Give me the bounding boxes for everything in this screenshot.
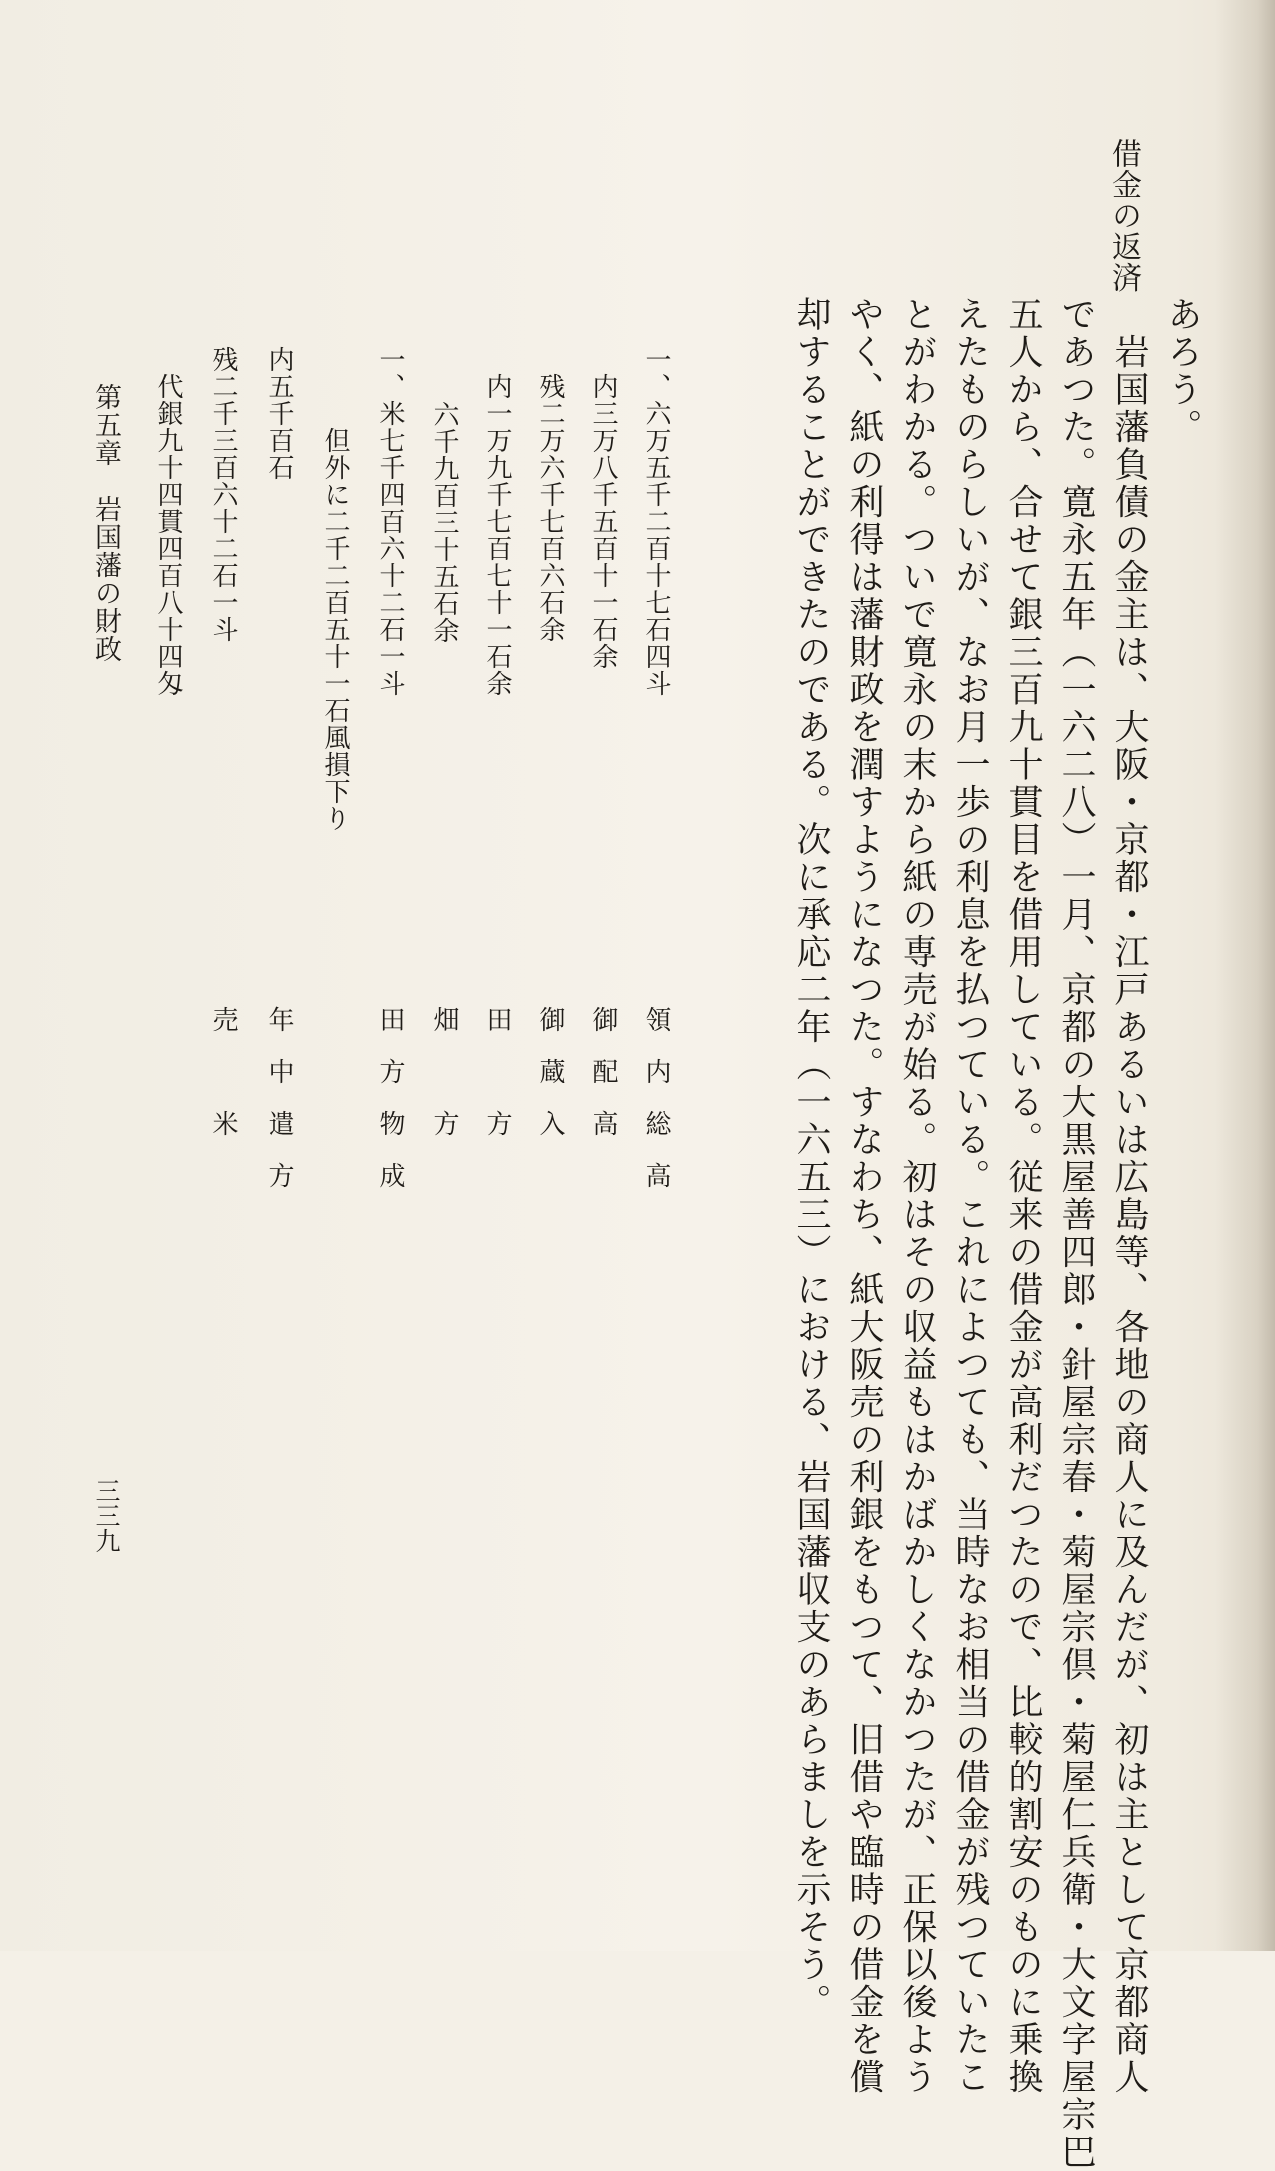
body-line: 岩国藩負債の金主は、大阪・京都・江戸あるいは広島等、各地の商人に及んだが、初は主として京都商人 <box>1109 296 1149 2096</box>
table-row-label: 御 蔵 入 <box>535 1006 565 1136</box>
table-row-value: 内三万八千五百十一石余 <box>588 373 618 670</box>
body-line: 五人から、合せて銀三百九十貫目を借用している。従来の借金が高利だつたので、比較的割安のものに乗換 <box>1003 296 1043 2096</box>
table-row-value: 六千九百三十五石余 <box>429 401 459 644</box>
table-row-value: 代銀九十四貫四百八十四匁 <box>153 373 183 697</box>
body-line: やく、紙の利得は藩財政を潤すようになつた。すなわち、紙大阪売の利銀をもつて、旧借や臨時の借金を償 <box>844 296 884 2096</box>
table-row-value: 残二万六千七百六石余 <box>535 373 565 643</box>
table-row-label: 田 方 物 成 <box>375 1006 405 1188</box>
chapter-footer: 第五章 岩国藩の財政 <box>90 383 121 663</box>
table-row-note: 但外に二千二百五十一石風損下り <box>320 427 350 832</box>
body-line: あろう。 <box>1162 296 1202 446</box>
table-row-label: 畑 方 <box>429 1006 459 1136</box>
table-row-label: 御 配 高 <box>588 1006 618 1136</box>
table-row-label: 田 方 <box>482 1006 512 1136</box>
body-line: えたものらしいが、なお月一歩の利息を払つている。これによつても、当時なお相当の借金が残つていたこ <box>950 296 990 2096</box>
table-row-value: 一、六万五千二百十七石四斗 <box>641 346 671 697</box>
table-row-label: 年 中 遣 方 <box>264 1006 294 1188</box>
table-row-value: 内五千百石 <box>264 346 294 481</box>
table-row-value: 内一万九千七百七十一石余 <box>482 373 512 697</box>
body-line: 却することができたのである。次に承応二年（一六五三）における、岩国藩収支のあらましを示そう。 <box>791 296 831 2021</box>
table-row-value: 一、米七千四百六十二石一斗 <box>375 346 405 697</box>
page-gutter-shadow <box>1215 0 1275 1951</box>
table-row-label: 売 米 <box>208 1006 238 1136</box>
page-number: 三三九 <box>92 1478 121 1553</box>
running-head: 借金の返済 <box>1106 138 1141 293</box>
table-row-label: 領 内 総 高 <box>641 1006 671 1188</box>
body-line: とがわかる。ついで寛永の末から紙の専売が始る。初はその収益もはかばかしくなかつたが、正保以後よう <box>897 296 937 2096</box>
table-row-value: 残二千三百六十二石一斗 <box>208 346 238 643</box>
body-line: であつた。寛永五年（一六二八）一月、京都の大黒屋善四郎・針屋宗春・菊屋宗倶・菊屋仁兵衛・大文字屋宗巴 <box>1056 296 1096 2171</box>
